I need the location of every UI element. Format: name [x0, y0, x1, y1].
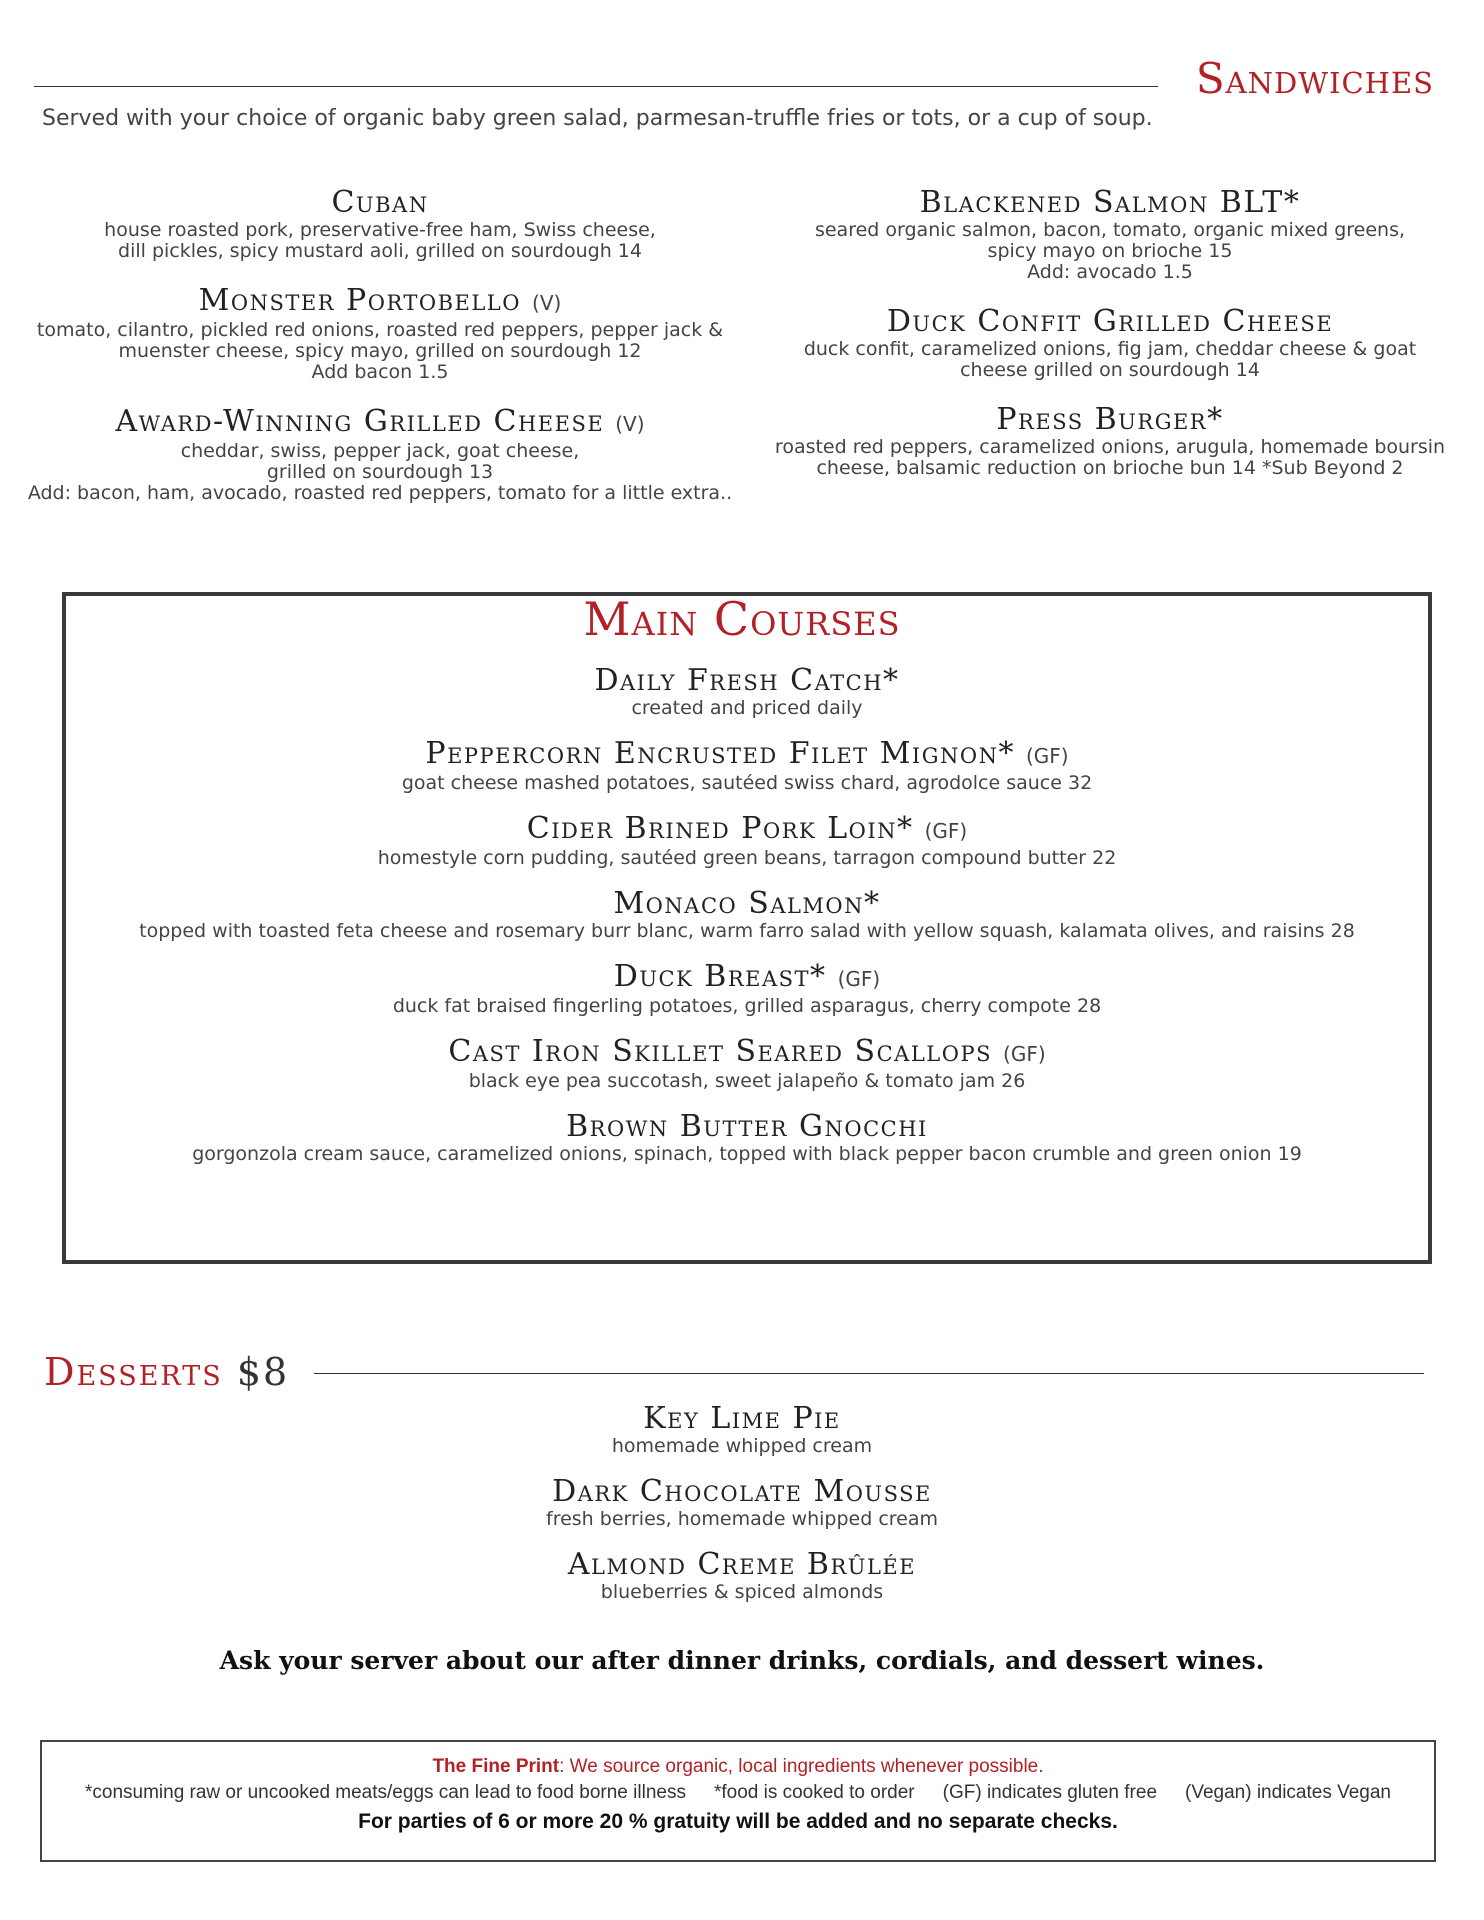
menu-item-name — [10, 405, 750, 441]
fine-print-label: The Fine Print — [432, 1756, 560, 1777]
menu-item — [0, 1475, 1484, 1530]
menu-item-name — [0, 1402, 1484, 1436]
menu-item-title: Duck Breast* — [613, 959, 827, 994]
menu-item-title: Cider Brined Pork Loin* — [526, 811, 914, 846]
sandwiches-right-column — [760, 186, 1460, 501]
menu-item-description: cheese grilled on sourdough 14 — [960, 359, 1260, 381]
menu-item-description: cheddar, swiss, pepper jack, goat cheese, — [180, 440, 580, 462]
fine-print-note: (GF) indicates gluten free — [942, 1782, 1158, 1803]
menu-item — [760, 403, 1460, 479]
dietary-tag: (GF) — [837, 967, 881, 991]
menu-item-title: Blackened Salmon BLT* — [919, 185, 1301, 220]
desserts-divider — [314, 1373, 1424, 1374]
menu-item-description: Add: bacon, ham, avocado, roasted red peppers, tomato for a little extra.. — [27, 482, 733, 504]
menu-item — [62, 1035, 1432, 1092]
menu-item-description: roasted red peppers, caramelized onions, arugula, homemade boursin — [774, 436, 1446, 458]
menu-item-title: Daily Fresh Catch* — [594, 663, 900, 698]
menu-item-title: Award-Winning Grilled Cheese — [115, 404, 605, 439]
menu-item-description: blueberries & spiced almonds — [600, 1581, 884, 1603]
menu-item — [62, 960, 1432, 1017]
menu-item-name — [760, 186, 1460, 220]
menu-item-name — [0, 1548, 1484, 1582]
dietary-tag: (GF) — [1026, 744, 1069, 768]
menu-item-name — [10, 186, 750, 220]
menu-item-description: cheese, balsamic reduction on brioche bun 14 *Sub Beyond 2 — [816, 457, 1404, 479]
menu-item-name — [62, 737, 1432, 773]
menu-item-description: gorgonzola cream sauce, caramelized onions, spinach, topped with black pepper bacon crumble and green onion 19 — [192, 1143, 1302, 1165]
menu-item-description: black eye pea succotash, sweet jalapeño & tomato jam 26 — [468, 1070, 1026, 1092]
menu-item-description: goat cheese mashed potatoes, sautéed swiss chard, agrodolce sauce 32 — [401, 772, 1093, 794]
fine-print-line — [42, 1756, 1434, 1778]
sandwiches-heading: Sandwiches — [1195, 54, 1434, 103]
menu-item — [0, 1548, 1484, 1603]
menu-item-name — [760, 403, 1460, 437]
fine-print-note: (Vegan) indicates Vegan — [1185, 1782, 1392, 1803]
main-courses-list — [62, 664, 1432, 1183]
menu-item-title: Duck Confit Grilled Cheese — [886, 304, 1334, 339]
fine-print-text: : We source organic, local ingredients whenever possible. — [559, 1756, 1044, 1777]
menu-item-description: Add bacon 1.5 — [311, 361, 449, 383]
menu-item-title: Press Burger* — [996, 402, 1224, 437]
menu-item-name — [62, 812, 1432, 848]
menu-item-description: grilled on sourdough 13 — [266, 461, 494, 483]
menu-item — [0, 1402, 1484, 1457]
menu-item-title: Almond Creme Brûlée — [567, 1547, 917, 1582]
menu-item-title: Monaco Salmon* — [613, 886, 881, 921]
menu-item — [760, 305, 1460, 381]
menu-item-name — [62, 960, 1432, 996]
menu-item — [10, 405, 750, 504]
menu-item-description: muenster cheese, spicy mayo, grilled on sourdough 12 — [118, 340, 642, 362]
menu-item-title: Monster Portobello — [198, 283, 521, 318]
sandwiches-intro: Served with your choice of organic baby green salad, parmesan-truffle fries or tots, or a cup of soup. — [42, 106, 1153, 131]
menu-item-name — [62, 1110, 1432, 1144]
menu-item-name — [10, 284, 750, 320]
menu-item — [10, 186, 750, 262]
menu-item-description: created and priced daily — [631, 697, 863, 719]
desserts-list — [0, 1402, 1484, 1621]
menu-item-title: Brown Butter Gnocchi — [566, 1109, 928, 1144]
fine-print-note: *consuming raw or uncooked meats/eggs can lead to food borne illness — [84, 1782, 686, 1803]
menu-item-description: Add: avocado 1.5 — [1027, 261, 1193, 283]
menu-item-title: Cast Iron Skillet Seared Scallops — [448, 1034, 992, 1069]
menu-item-description: duck fat braised fingerling potatoes, grilled asparagus, cherry compote 28 — [392, 995, 1102, 1017]
menu-item-name — [62, 664, 1432, 698]
menu-item-description: fresh berries, homemade whipped cream — [546, 1508, 938, 1530]
menu-item-name — [760, 305, 1460, 339]
after-dinner-drinks-note: Ask your server about our after dinner drinks, cordials, and dessert wines. — [219, 1646, 1265, 1675]
menu-item-description: homestyle corn pudding, sautéed green beans, tarragon compound butter 22 — [377, 847, 1117, 869]
sandwiches-divider — [34, 86, 1158, 87]
menu-item — [62, 812, 1432, 869]
fine-print-note: *food is cooked to order — [713, 1782, 915, 1803]
menu-item-description: dill pickles, spicy mustard aoli, grilled on sourdough 14 — [118, 240, 642, 262]
main-courses-heading: Main Courses — [583, 592, 901, 646]
menu-item-description: house roasted pork, preservative-free ham, Swiss cheese, — [104, 219, 656, 241]
desserts-heading — [44, 1350, 289, 1394]
fine-print-box — [40, 1740, 1436, 1862]
menu-item — [62, 887, 1432, 942]
menu-item — [62, 664, 1432, 719]
menu-item-title: Peppercorn Encrusted Filet Mignon* — [425, 736, 1015, 771]
dietary-tag: (V) — [532, 291, 562, 315]
desserts-price: $8 — [236, 1350, 290, 1394]
menu-item-description: seared organic salmon, bacon, tomato, organic mixed greens, — [814, 219, 1406, 241]
dietary-tag: (V) — [615, 412, 645, 436]
menu-item-description: tomato, cilantro, pickled red onions, roasted red peppers, pepper jack & — [36, 319, 724, 341]
gratuity-note: For parties of 6 or more 20 % gratuity will be added and no separate checks. — [358, 1810, 1118, 1833]
menu-item-title: Cuban — [331, 185, 429, 220]
dietary-tag: (GF) — [1003, 1042, 1046, 1066]
desserts-title: Desserts — [44, 1350, 223, 1394]
menu-item-name — [62, 1035, 1432, 1071]
menu-item-name — [0, 1475, 1484, 1509]
menu-item-title: Key Lime Pie — [643, 1401, 841, 1436]
menu-item-description: spicy mayo on brioche 15 — [987, 240, 1233, 262]
menu-item — [62, 737, 1432, 794]
sandwiches-left-column — [10, 186, 750, 526]
menu-item-description: homemade whipped cream — [611, 1435, 873, 1457]
menu-item-description: duck confit, caramelized onions, fig jam, cheddar cheese & goat — [803, 338, 1417, 360]
menu-item-description: topped with toasted feta cheese and rosemary burr blanc, warm farro salad with yellow squash, kalamata olives, and raisins 28 — [139, 920, 1355, 942]
menu-item-title: Dark Chocolate Mousse — [552, 1474, 932, 1509]
menu-item-name — [62, 887, 1432, 921]
fine-print-notes — [42, 1782, 1434, 1804]
menu-item — [10, 284, 750, 383]
dietary-tag: (GF) — [924, 819, 968, 843]
menu-item — [760, 186, 1460, 283]
menu-item — [62, 1110, 1432, 1165]
